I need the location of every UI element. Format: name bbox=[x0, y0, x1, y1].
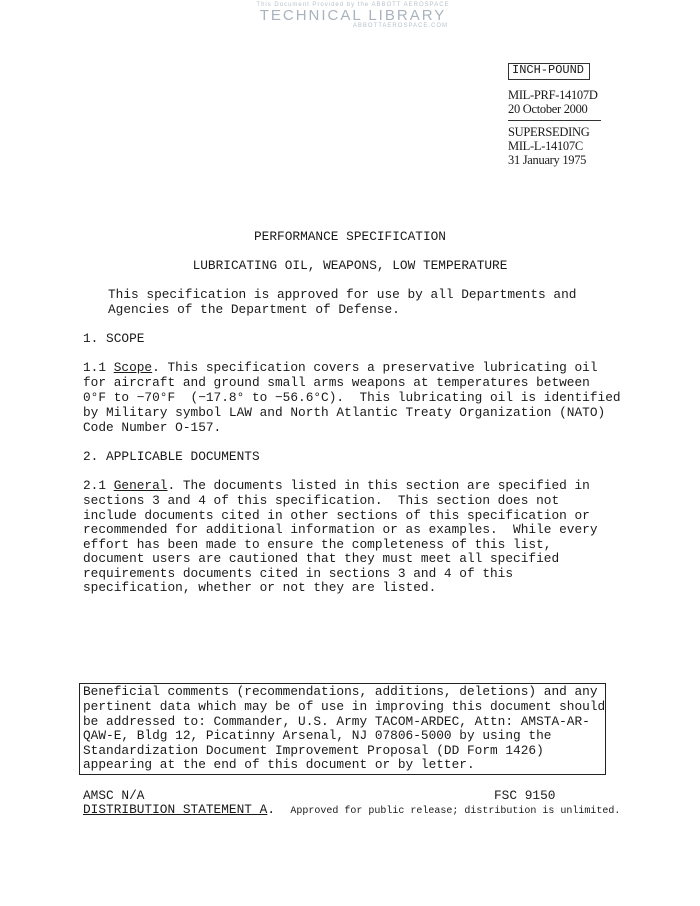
para-title: Scope bbox=[113, 360, 153, 375]
section-heading-applicable-documents: 2. APPLICABLE DOCUMENTS bbox=[83, 449, 260, 464]
paragraph-line: document users are cautioned that they must meet all specified bbox=[83, 551, 560, 566]
distribution-label: DISTRIBUTION STATEMENT A bbox=[83, 802, 268, 817]
inch-pound-label: INCH-POUND bbox=[512, 63, 585, 77]
approval-line: Agencies of the Department of Defense. bbox=[108, 302, 400, 317]
superseding-label: SUPERSEDING bbox=[508, 125, 590, 139]
fsc-label: FSC 9150 bbox=[494, 788, 556, 803]
superseded-date: 31 January 1975 bbox=[508, 153, 587, 167]
para-text: . The documents listed in this section are specified in bbox=[167, 478, 590, 493]
paragraph-line: by Military symbol LAW and North Atlantic Treaty Organization (NATO) bbox=[83, 405, 606, 420]
paragraph-line: Code Number O-157. bbox=[83, 420, 222, 435]
para-number: 1.1 bbox=[83, 360, 114, 375]
comments-line: QAW-E, Bldg 12, Picatinny Arsenal, NJ 07806-5000 by using the bbox=[83, 728, 552, 743]
paragraph-line bbox=[83, 360, 598, 375]
paragraph-line: recommended for additional information or as examples. While every bbox=[83, 522, 598, 537]
paragraph-line: 0°F to −70°F (−17.8° to −56.6°C). This lubricating oil is identified bbox=[83, 390, 621, 405]
doc-subtitle: LUBRICATING OIL, WEAPONS, LOW TEMPERATURE bbox=[192, 258, 508, 273]
paragraph-line: include documents cited in other sections of this specification or bbox=[83, 507, 590, 523]
comments-line: be addressed to: Commander, U.S. Army TACOM-ARDEC, Attn: AMSTA-AR- bbox=[83, 713, 590, 729]
comments-line: appearing at the end of this document or by letter. bbox=[83, 757, 475, 772]
approval-line: This specification is approved for use by all Departments and bbox=[108, 287, 577, 302]
paragraph-line: for aircraft and ground small arms weapons at temperatures between bbox=[83, 375, 590, 390]
doc-date: 20 October 2000 bbox=[508, 102, 588, 116]
paragraph-line: sections 3 and 4 of this specification. This section does not bbox=[83, 493, 560, 508]
watermark-logo bbox=[238, 2, 468, 29]
paragraph-line bbox=[83, 478, 590, 493]
watermark-line: ABBOTTAEROSPACE.COM bbox=[352, 23, 448, 29]
comments-line: Standardization Document Improvement Proposal (DD Form 1426) bbox=[83, 742, 544, 758]
paragraph-line: specification, whether or not they are listed. bbox=[83, 580, 437, 595]
paragraph-line: effort has been made to ensure the completeness of this list, bbox=[83, 536, 552, 552]
doc-title: PERFORMANCE SPECIFICATION bbox=[254, 229, 446, 244]
doc-number: MIL-PRF-14107D bbox=[508, 88, 598, 102]
distribution-text: Approved for public release; distribution is unlimited. bbox=[290, 806, 621, 817]
para-title: General bbox=[113, 478, 168, 493]
para-text: . This specification covers a preservative lubricating oil bbox=[152, 360, 598, 375]
watermark-line: This Document Provided by the ABBOTT AEROSPACE bbox=[256, 2, 450, 8]
amsc-label: AMSC N/A bbox=[83, 788, 145, 803]
header-divider bbox=[508, 120, 601, 121]
superseded-number: MIL-L-14107C bbox=[508, 139, 583, 153]
para-number: 2.1 bbox=[83, 478, 114, 493]
paragraph-line: requirements documents cited in sections 3 and 4 of this bbox=[83, 565, 514, 581]
distribution-statement: DISTRIBUTION STATEMENT A. Approved for public release; distribution is unlimited. bbox=[83, 802, 621, 817]
watermark-line: TECHNICAL LIBRARY bbox=[259, 7, 447, 24]
section-heading-scope: 1. SCOPE bbox=[83, 331, 145, 346]
comments-line: pertinent data which may be of use in improving this document should bbox=[83, 699, 606, 714]
comments-line: Beneficial comments (recommendations, additions, deletions) and any bbox=[83, 684, 598, 699]
